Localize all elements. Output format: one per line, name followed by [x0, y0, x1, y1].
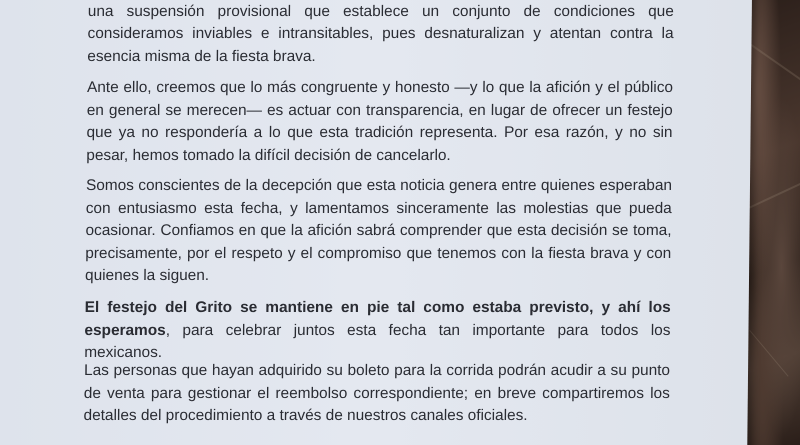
- paragraph-announcement: [84, 297, 671, 365]
- partial-line-cut: [88, 0, 674, 1]
- marble-vein: [742, 176, 800, 212]
- paragraph-text: una suspensión provisional que establece un conjunto de condiciones que consideramos inviables e intransitables, pues desnaturalizan y atentan contra la esencia misma de la fiesta brava.: [87, 2, 674, 65]
- paragraph-partial-top: [87, 0, 674, 68]
- marble-vein: [745, 40, 800, 82]
- announcement-rest: , para celebrar juntos esta fecha tan importante para todos los mexicanos.: [84, 321, 671, 361]
- paragraph-text: Ante ello, creemos que lo más congruente y honesto —y lo que la afición y el público en general se merecen— es actuar con transparencia, en lugar de ofrecer un festejo que ya no respondería a lo que esta tradición representa. Por esa razón, y no sin pesar, hemos tomado la difícil decisión de cancelarlo.: [86, 79, 674, 164]
- bold-announcement: El festejo del Grito se mantiene en pie tal como estaba previsto, y ahí los esperamos: [84, 299, 671, 339]
- marble-vein: [749, 330, 788, 377]
- paragraph-text: Las personas que hayan adquirido su boleto para la corrida podrán acudir a su punto de venta para gestionar el reembolso correspondiente; en breve compartiremos los detalles del procedimiento a través de nuestros canales oficiales.: [83, 362, 671, 424]
- paragraph-text: Somos conscientes de la decepción que esta noticia genera entre quienes esperaban con entusiasmo esta fecha, y lamentamos sinceramente las molestias que pueda ocasionar. Confiamos en que la afición sabrá comprender que esta decisión se toma, precisamente, por el respeto y el compromiso que tenemos con la fiesta brava y con quienes la siguen.: [84, 177, 673, 284]
